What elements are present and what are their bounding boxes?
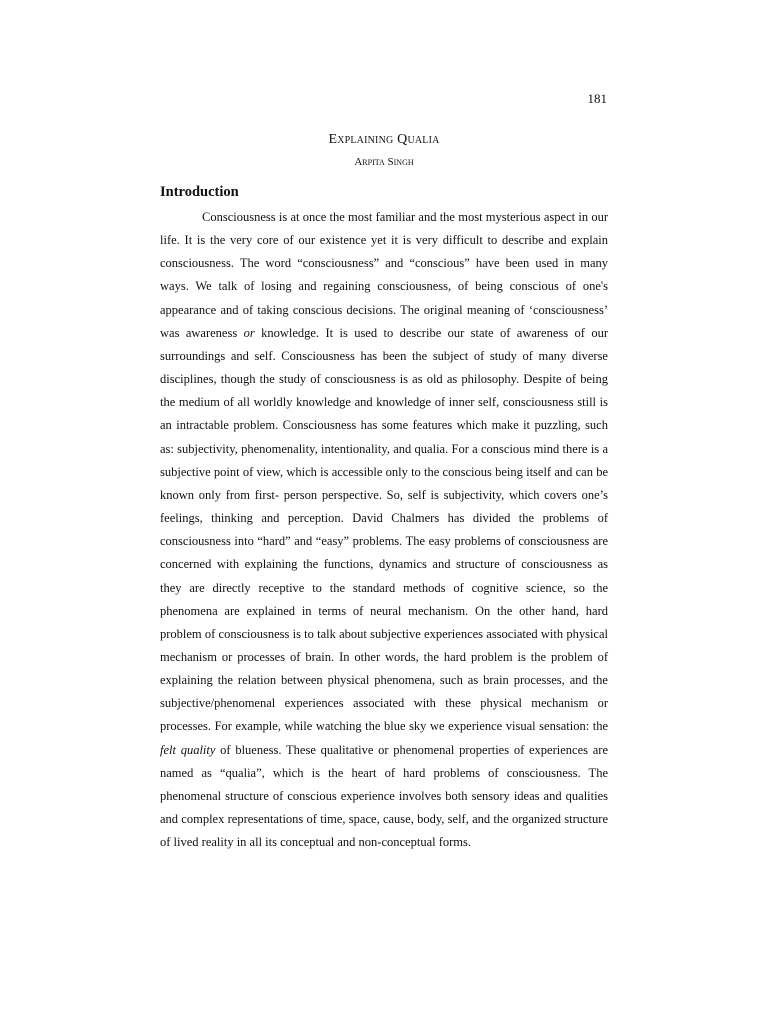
section-heading: Introduction: [160, 184, 239, 200]
article-title: Explaining Qualia: [328, 132, 440, 147]
body-paragraph: [160, 206, 608, 854]
paragraph-text-part-3: of blueness. These qualitative or phenomenal properties of experiences are named as “qualia”, which is the heart of hard problems of consciousness. The phenomenal structure of conscious experience involves both sensory ideas and qualities and complex representations of time, space, cause, body, self, and the organized structure of lived reality in all its conceptual and non-conceptual forms.: [160, 742, 608, 850]
paragraph-text-part-2: knowledge. It is used to describe our state of awareness of our surroundings and self. Consciousness has been the subject of study of many diverse disciplines, though the study of consciousness is as old as philosophy. Despite of being the medium of all worldly knowledge and knowledge of inner self, consciousness still is an intractable problem. Consciousness has some features which make it puzzling, such as: subjectivity, phenomenality, intentionality, and qualia. For a conscious mind there is a subjective point of view, which is accessible only to the conscious being itself and can be known only from first- person perspective. So, self is subjectivity, which covers one’s feelings, thinking and perception. David Chalmers has divided the problems of consciousness into “hard” and “easy” problems. The easy problems of consciousness are concerned with explaining the functions, dynamics and structure of consciousness as they are directly receptive to the standard methods of cognitive science, so the phenomena are explained in terms of neural mechanism. On the other hand, hard problem of consciousness is to talk about subjective experiences associated with physical mechanism or processes of brain. In other words, the hard problem is the problem of explaining the relation between physical phenomena, such as brain processes, and the subjective/phenomenal experiences associated with these physical mechanism or processes. For example, while watching the blue sky we experience visual sensation: the: [160, 325, 608, 734]
paragraph-emphasis-felt-quality: felt quality: [160, 742, 216, 757]
paragraph-emphasis-or: or: [243, 325, 255, 340]
article-author: Arpita Singh: [354, 156, 414, 168]
page-number: 181: [587, 91, 607, 106]
paragraph-text-part-1: Consciousness is at once the most familiar and the most mysterious aspect in our life. It is the very core of our existence yet it is very difficult to describe and explain consciousness. The word “consciousness” and “conscious” have been used in many ways. We talk of losing and regaining consciousness, of being conscious of one's appearance and of taking conscious decisions. The original meaning of ‘consciousness’ was awareness: [160, 210, 608, 340]
